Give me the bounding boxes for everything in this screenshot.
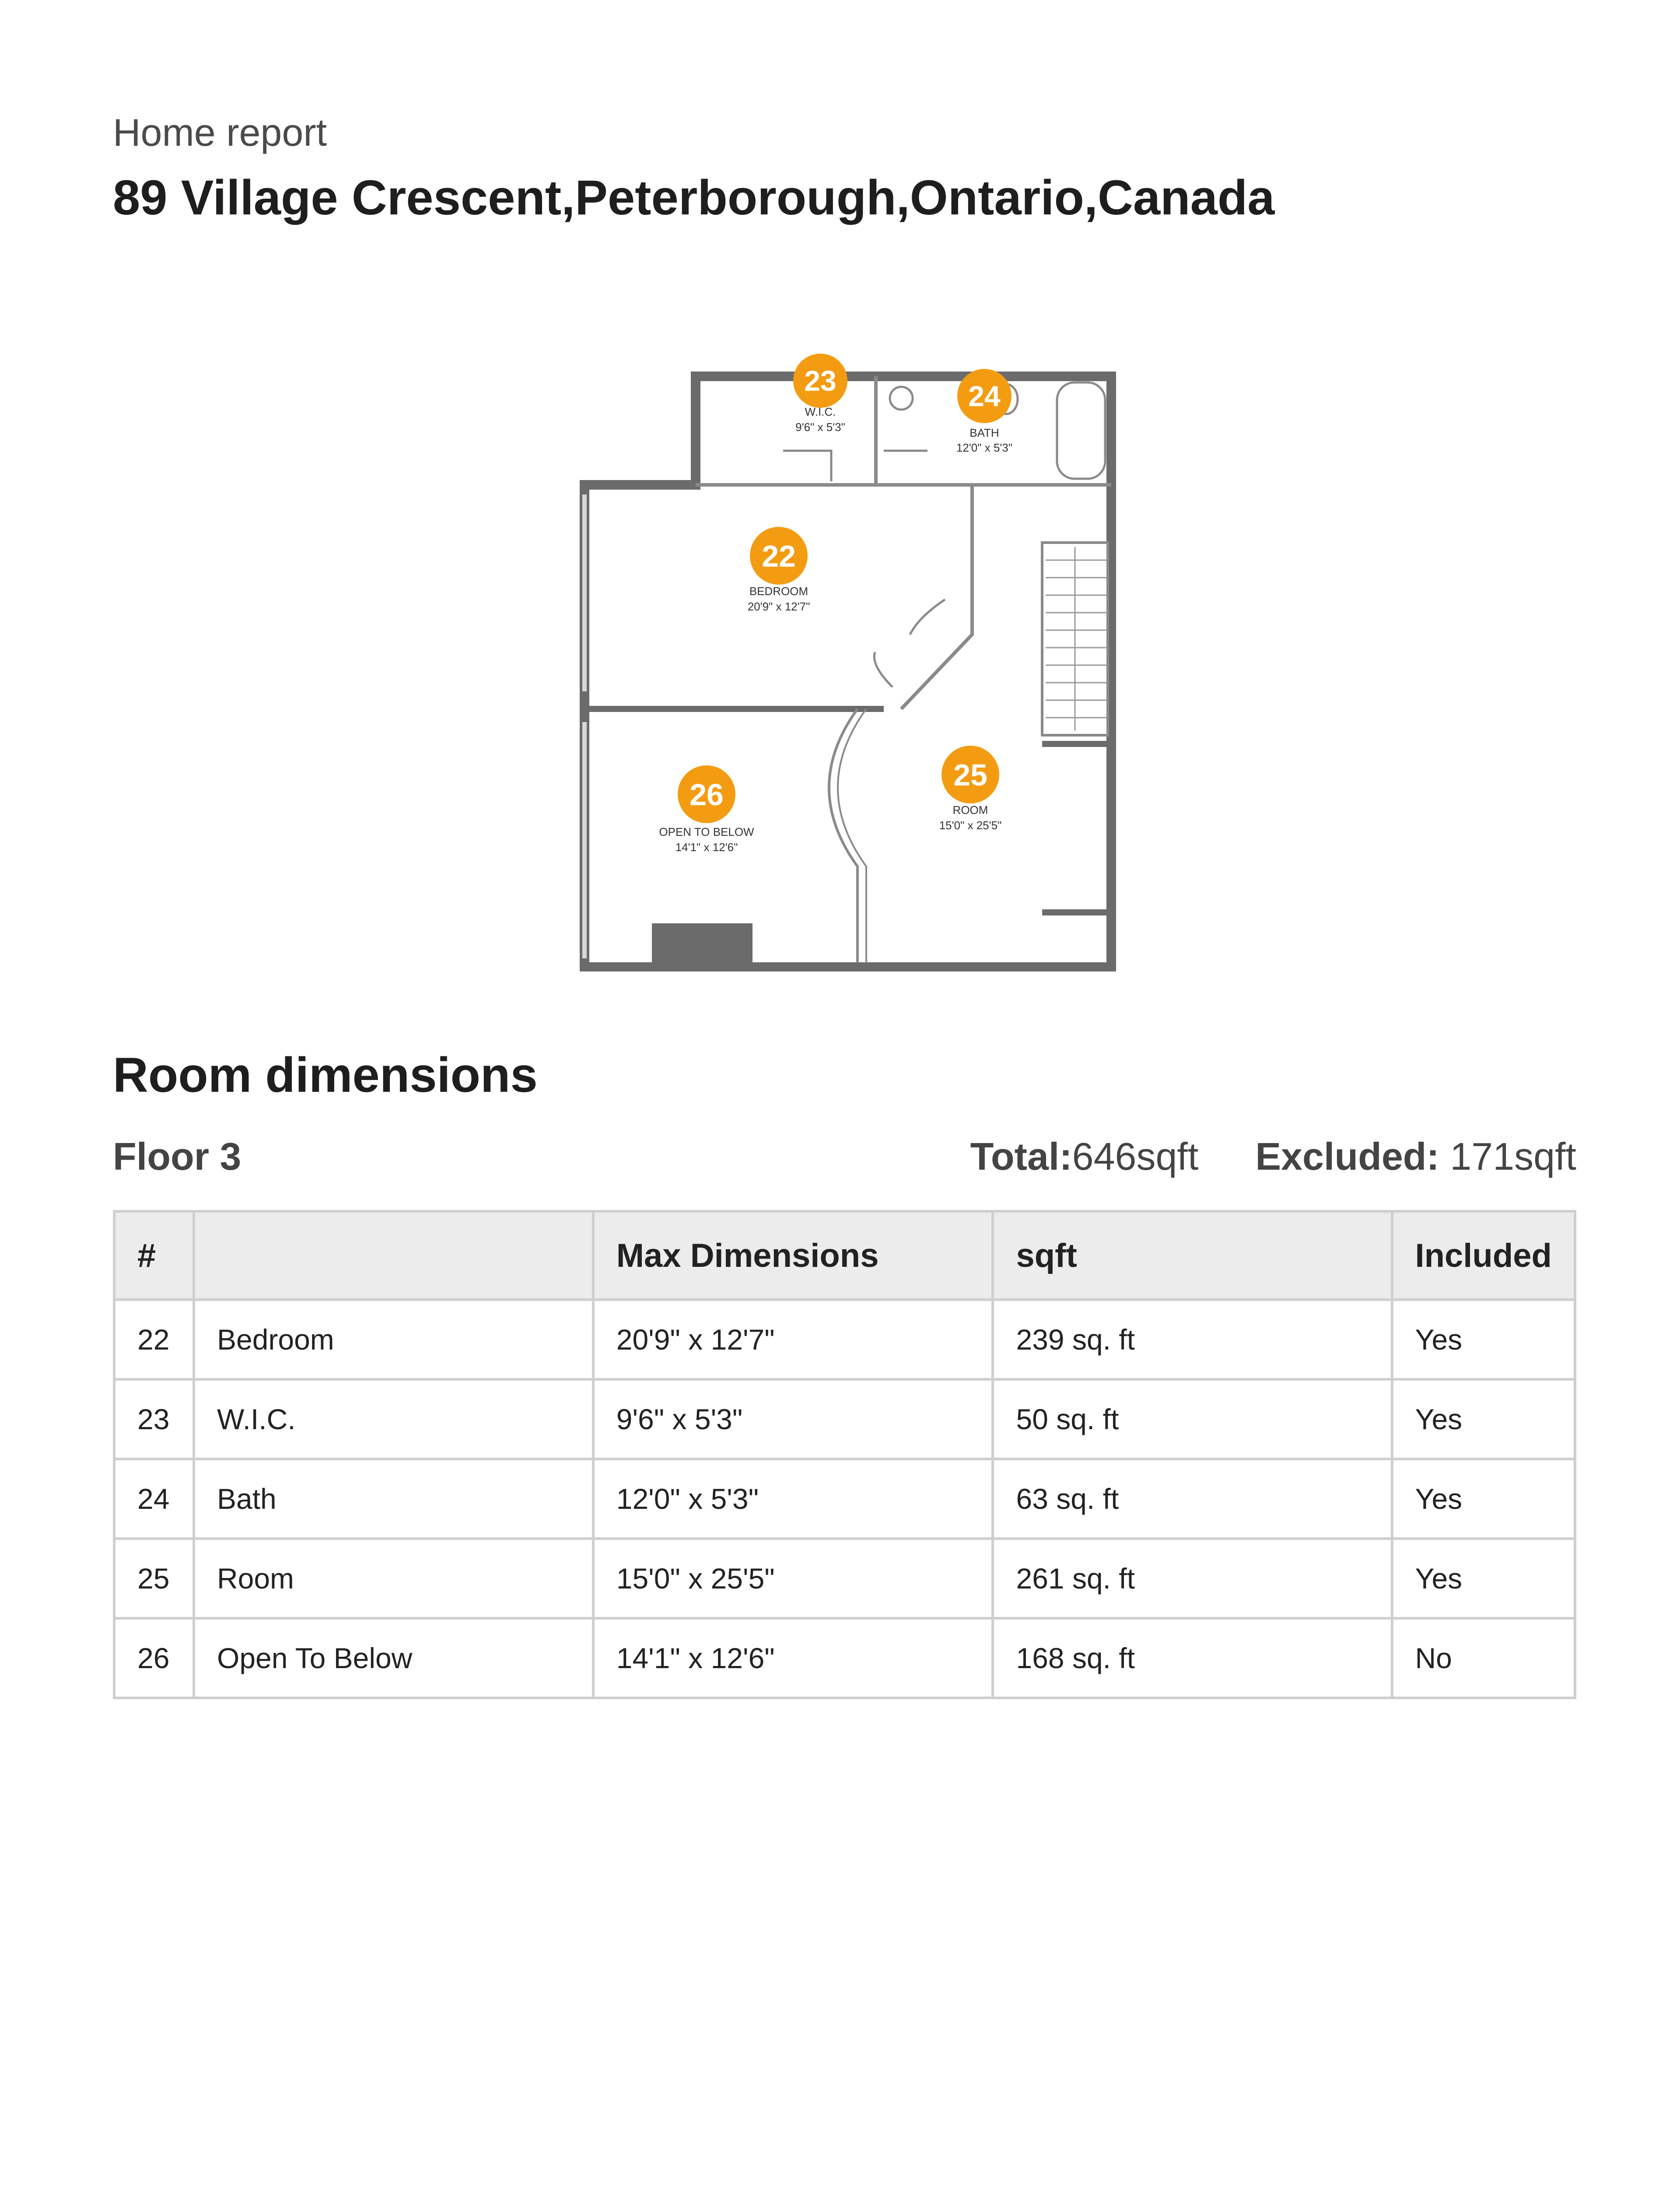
- marker-room-name: ROOM: [952, 803, 988, 817]
- cell-included: Yes: [1392, 1539, 1575, 1618]
- marker-room-dims: 20'9" x 12'7": [747, 600, 810, 613]
- room-marker-25: [939, 746, 1002, 832]
- sink: [890, 387, 913, 410]
- marker-room-name: OPEN TO BELOW: [659, 825, 754, 838]
- marker-number: 22: [762, 539, 796, 573]
- room-dimensions-table: [113, 1210, 1576, 1699]
- marker-number: 24: [968, 380, 1001, 412]
- floor-plan: [569, 350, 1120, 971]
- cell-room: Bedroom: [194, 1300, 593, 1379]
- cell-room: Room: [194, 1539, 593, 1618]
- table-row: [114, 1539, 1575, 1618]
- header-max-dimensions: Max Dimensions: [593, 1211, 993, 1300]
- floor-label: Floor 3: [113, 1135, 242, 1178]
- curved-partition-inner: [838, 709, 866, 963]
- marker-room-dims: 14'1" x 12'6": [675, 841, 738, 854]
- marker-room-dims: 12'0" x 5'3": [956, 441, 1013, 454]
- cell-room: Open To Below: [194, 1618, 593, 1698]
- total-area: Total:646sqft: [970, 1135, 1199, 1178]
- marker-room-name: BEDROOM: [749, 585, 808, 598]
- marker-room-dims: 9'6" x 5'3": [795, 421, 845, 434]
- table-row: [114, 1300, 1575, 1379]
- cell-number: 26: [114, 1618, 194, 1698]
- cell-number: 25: [114, 1539, 194, 1618]
- cell-room: W.I.C.: [194, 1379, 593, 1459]
- header-number: #: [114, 1211, 194, 1300]
- cell-sqft: 50 sq. ft: [993, 1379, 1392, 1459]
- table-header-row: [114, 1211, 1575, 1300]
- marker-number: 25: [953, 758, 987, 792]
- bathtub: [1057, 382, 1105, 479]
- cell-number: 24: [114, 1459, 194, 1539]
- cell-sqft: 239 sq. ft: [993, 1300, 1392, 1379]
- fireplace: [652, 923, 752, 963]
- cell-included: No: [1392, 1618, 1575, 1698]
- excluded-area: Excluded: 171sqft: [1255, 1135, 1576, 1178]
- room-marker-23: [793, 354, 847, 434]
- property-address: 89 Village Crescent,Peterborough,Ontario,Canada: [113, 170, 1275, 225]
- cell-number: 23: [114, 1379, 194, 1459]
- header-room: [194, 1211, 593, 1300]
- cell-dimensions: 20'9" x 12'7": [593, 1300, 993, 1379]
- cell-sqft: 261 sq. ft: [993, 1539, 1392, 1618]
- cell-room: Bath: [194, 1459, 593, 1539]
- table-row: [114, 1618, 1575, 1698]
- cell-sqft: 168 sq. ft: [993, 1618, 1392, 1698]
- cell-included: Yes: [1392, 1379, 1575, 1459]
- table-row: [114, 1379, 1575, 1459]
- cell-dimensions: 12'0" x 5'3": [593, 1459, 993, 1539]
- cell-number: 22: [114, 1300, 194, 1379]
- cell-included: Yes: [1392, 1459, 1575, 1539]
- outer-walls: [584, 376, 1111, 967]
- report-label: Home report: [113, 111, 327, 154]
- cell-sqft: 63 sq. ft: [993, 1459, 1392, 1539]
- wall-bedroom-right: [901, 485, 972, 709]
- table-row: [114, 1459, 1575, 1539]
- cell-dimensions: 15'0" x 25'5": [593, 1539, 993, 1618]
- curved-partition: [829, 709, 858, 963]
- room-marker-26: [659, 765, 754, 854]
- cell-dimensions: 9'6" x 5'3": [593, 1379, 993, 1459]
- area-totals: [970, 1136, 1576, 1178]
- marker-room-name: W.I.C.: [805, 405, 836, 418]
- cell-dimensions: 14'1" x 12'6": [593, 1618, 993, 1698]
- marker-number: 23: [804, 365, 836, 397]
- section-title: Room dimensions: [113, 1048, 538, 1102]
- marker-room-name: BATH: [970, 426, 999, 439]
- marker-room-dims: 15'0" x 25'5": [939, 819, 1002, 832]
- room-marker-24: [956, 369, 1012, 454]
- cell-included: Yes: [1392, 1300, 1575, 1379]
- marker-number: 26: [690, 778, 724, 812]
- header-included: Included: [1392, 1211, 1575, 1300]
- header-sqft: sqft: [993, 1211, 1392, 1300]
- room-marker-22: [748, 527, 810, 613]
